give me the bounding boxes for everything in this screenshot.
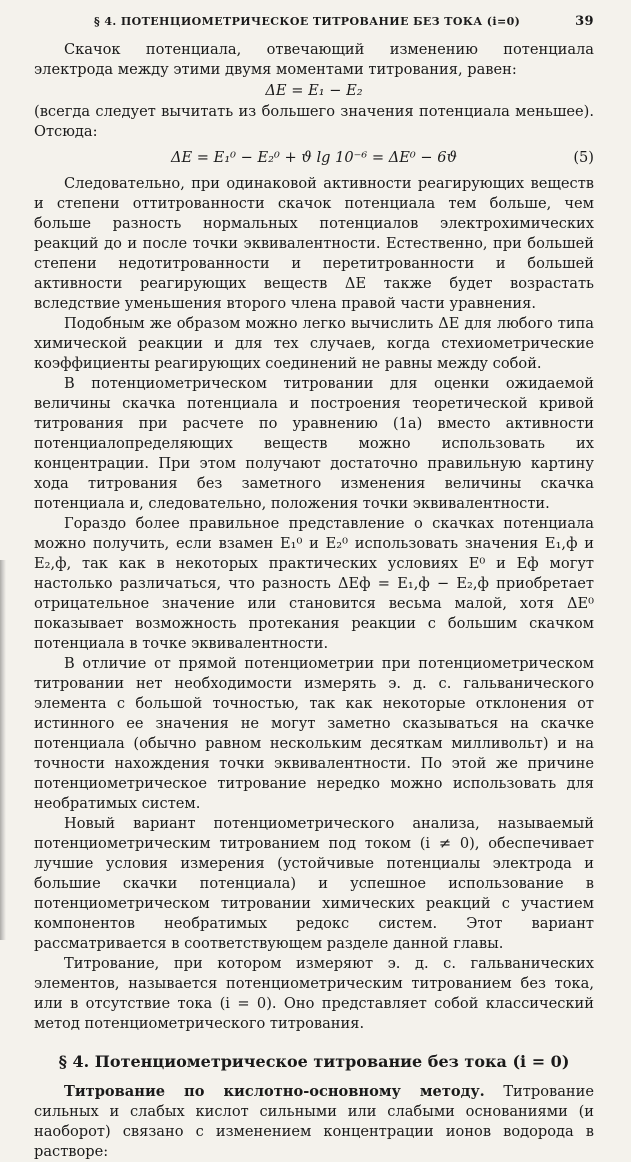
paragraph-1: Скачок потенциала, отвечающий изменению потенциала электрода между этими двумя моментами титрования, равен: <box>34 41 594 78</box>
paragraph-6: Гораздо более правильное представление о скачках потенциала можно получить, если взамен E₁⁰ и E₂⁰ использовать значения E₁,ф и E₂,ф, так как в некоторых практических условиях E⁰ и Eф могут настолько различаться, что разность ΔEф = E₁,ф − E₂,ф приобретает отрицательное значение или становится весьма малой, хотя ΔE⁰ показывает возможность протекания реакции с большим скачком потенциала в точке эквивалентности. <box>34 515 594 652</box>
paragraph-10-text: Титрование сильных и слабых кислот сильными или слабыми основаниями (и наоборот) связано с изменением концентрации ионов водорода в растворе: <box>34 1083 594 1160</box>
book-page <box>34 12 594 1162</box>
formula-5: ΔE = E₁⁰ − E₂⁰ + ϑ lg 10⁻⁶ = ΔE⁰ − 6ϑ <box>170 149 458 166</box>
page-number: 39 <box>575 14 594 29</box>
paragraph-10-lead: Титрование по кислотно-основному методу. <box>64 1083 485 1100</box>
formula-5-row <box>34 148 594 168</box>
paragraph-4: Подобным же образом можно легко вычислить ΔE для любого типа химической реакции и для тех случаев, когда стехиометрические коэффициенты реагирующих соединений не равны между собой. <box>34 315 594 372</box>
paragraph-3: Следовательно, при одинаковой активности реагирующих веществ и степени оттитрованности скачок потенциала тем больше, чем больше разность нормальных потенциалов электрохимических реакций до и после точки эквивалентности. Естественно, при большей степени недотитрованности и перетитрованности и большей активности реагирующих веществ ΔE также будет возрастать вследствие уменьшения второго члена правой части уравнения. <box>34 175 594 312</box>
section-heading: § 4. Потенциометрическое титрование без тока (i = 0) <box>58 1052 570 1071</box>
running-title: § 4. ПОТЕНЦИОМЕТРИЧЕСКОЕ ТИТРОВАНИЕ БЕЗ ТОКА (i=0) <box>94 15 521 28</box>
paragraph-9: Титрование, при котором измеряют э. д. с. гальванических элементов, называется потенциометрическим титрованием без тока, или в отсутствие тока (i = 0). Оно представляет собой классический метод потенциометрического титрования. <box>34 955 594 1032</box>
paragraph-8: Новый вариант потенциометрического анализа, называемый потенциометрическим титрованием под током (i ≠ 0), обеспечивает лучшие условия измерения (устойчивые потенциалы электрода и большие скачки потенциала) и успешное использование в потенциометрическом титровании химических реакций с участием компонентов необратимых редокс систем. Этот вариант рассматривается в соответствующем разделе данной главы. <box>34 815 594 952</box>
running-header <box>34 12 594 32</box>
paragraph-10 <box>34 1082 594 1162</box>
paragraph-7: В отличие от прямой потенциометрии при потенциометрическом титровании нет необходимости измерять э. д. с. гальванического элемента с большой точностью, так как некоторые отклонения от истинного ее значения не могут заметно сказываться на скачке потенциала (обычно равном нескольким десяткам милливольт) и на точности нахождения точки эквивалентности. По этой же причине потенциометрическое титрование нередко можно использовать для необратимых систем. <box>34 655 594 812</box>
paragraph-5: В потенциометрическом титровании для оценки ожидаемой величины скачка потенциала и построения теоретической кривой титрования при расчете по уравнению (1а) вместо активности потенциалопределяющих веществ можно использовать их концентрации. При этом получают достаточно правильную картину хода титрования без заметного изменения величины скачка потенциала и, следовательно, положения точки эквивалентности. <box>34 375 594 512</box>
formula-delta-e: ΔE = E₁ − E₂ <box>265 82 363 99</box>
equation-number: (5) <box>573 149 594 166</box>
paragraph-2: (всегда следует вычитать из большего значения потенциала меньшее). Отсюда: <box>34 103 594 140</box>
scan-shadow-edge <box>0 560 6 940</box>
